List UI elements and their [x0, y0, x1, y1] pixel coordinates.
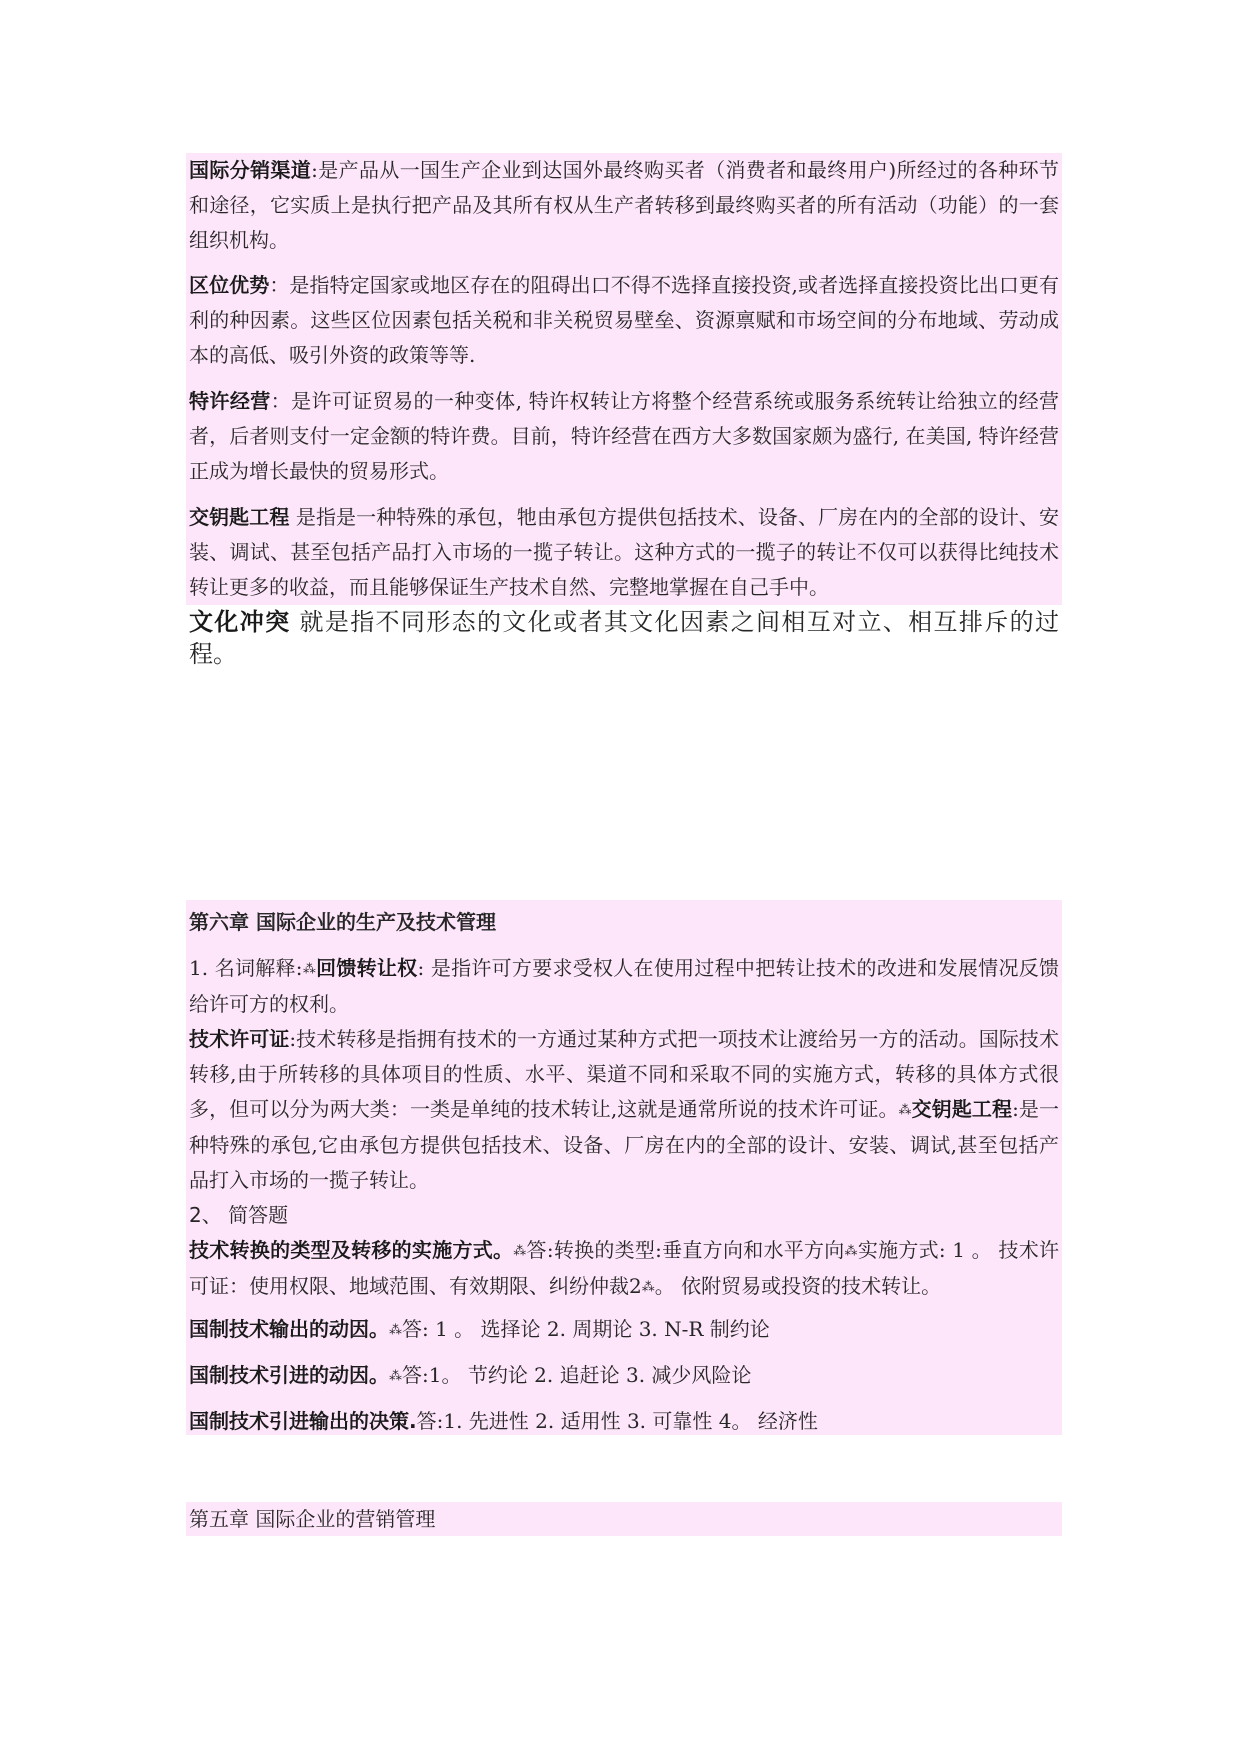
term-export-motive: 国制技术输出的动因。: [189, 1317, 389, 1341]
definition-text: 是指是一种特殊的承包，牠由承包方提供包括技术、设备、厂房在内的全部的设计、安装、调试、甚至包括产品打入市场的一揽子转让。这种方式的一揽子的转让不仅可以获得比纯技术转让更多的收益，而且能够保证生产技术自然、完整地掌握在自己手中。: [189, 505, 1060, 599]
definition-text: :技术转移是指拥有技术的一方通过某种方式把一项技术让渡给另一方的活动。国际技术转移,由于所转移的具体项目的性质、水平、渠道不同和采取不同的实施方式，转移的具体方式很多，但可以分为两大类：一类是单纯的技术转让,这就是通常所说的技术许可证。: [189, 1027, 1060, 1121]
term-turnkey: 交钥匙工程: [189, 505, 290, 529]
definition-text: :是一种特殊的承包,它由承包方提供包括技术、设备、厂房在内的全部的设计、安装、调试,甚至包括产品打入市场的一揽子转让。: [189, 1097, 1060, 1192]
definition-text: :是产品从一国生产企业到达国外最终购买者（消费者和最终用户)所经过的各种环节和途径，它实质上是执行把产品及其所有权从生产者转移到最终购买者的所有活动（功能）的一套组织机构。: [189, 158, 1059, 252]
para-feedback-right: [189, 951, 1059, 1022]
answer-export-motive: [189, 1312, 1059, 1348]
short-answer-title: 2、 简答题: [189, 1203, 289, 1227]
bullet-mark-icon: ⁂: [513, 1244, 527, 1259]
answer-text: 实施方式: 1 。 技术许可证：使用权限、地域范围、有效期限、纠纷仲裁2: [189, 1238, 1060, 1298]
question-prefix: 1. 名词解释:: [189, 956, 303, 980]
para-culture-conflict: [189, 606, 1059, 670]
para-location-advantage: [189, 268, 1059, 373]
term-culture-conflict: 文化冲突: [189, 608, 291, 636]
answer-import-motive: [189, 1358, 1059, 1394]
bullet-mark-icon: ⁂: [844, 1244, 858, 1259]
definition-text: 就是指不同形态的文化或者其文化因素之间相互对立、相互排斥的过程。: [189, 608, 1060, 668]
para-franchising: [189, 384, 1059, 489]
chapter-six-block: [186, 900, 1062, 1435]
definition-text: : 是指许可方要求受权人在使用过程中把转让技术的改进和发展情况反馈给许可方的权利。: [189, 956, 1060, 1016]
chapter-six-title: 第六章 国际企业的生产及技术管理: [189, 910, 496, 934]
term-turnkey-2: 交钥匙工程: [911, 1097, 1013, 1121]
chapter-five-title: 第五章 国际企业的营销管理: [189, 1507, 436, 1531]
term-franchising: 特许经营: [189, 389, 271, 413]
answer-decision: [189, 1404, 1059, 1439]
para-distribution-channel: [189, 153, 1059, 258]
bullet-mark-icon: ⁂: [898, 1103, 912, 1118]
answer-text: 答:1. 先进性 2. 适用性 3. 可靠性 4。 经济性: [416, 1409, 818, 1433]
term-tech-transfer-types: 技术转换的类型及转移的实施方式。: [189, 1238, 514, 1262]
bullet-mark-icon: ⁂: [389, 1369, 402, 1384]
bullet-mark-icon: ⁂: [302, 962, 317, 977]
definitions-block: [186, 153, 1062, 605]
definition-text: ：是指特定国家或地区存在的阻碍出口不得不选择直接投资,或者选择直接投资比出口更有利的种因素。这些区位因素包括关税和非关税贸易壁垒、资源禀赋和市场空间的分布地域、劳动成本的高低、吸引外资的政策等等.: [189, 273, 1060, 367]
bullet-mark-icon: ⁂: [641, 1280, 655, 1295]
term-distribution-channel: 国际分销渠道: [189, 158, 312, 182]
term-tech-license: 技术许可证: [189, 1027, 290, 1051]
bullet-mark-icon: ⁂: [389, 1323, 402, 1338]
answer-text: 答:1。 节约论 2. 追赶论 3. 减少风险论: [402, 1363, 752, 1387]
answer-tech-transfer: [189, 1233, 1059, 1305]
chapter-five-block: [186, 1502, 1062, 1536]
term-feedback-right: 回馈转让权: [316, 956, 418, 980]
term-import-motive: 国制技术引进的动因。: [189, 1363, 389, 1387]
answer-text: 答:转换的类型:垂直方向和水平方向: [526, 1238, 845, 1262]
definition-text: ：是许可证贸易的一种变体, 特许权转让方将整个经营系统或服务系统转让给独立的经营者，后者则支付一定金额的特许费。目前，特许经营在西方大多数国家颇为盛行, 在美国, 特许经营正成为增长最快的贸易形式。: [189, 389, 1060, 483]
term-location-advantage: 区位优势: [189, 273, 270, 297]
para-turnkey: [189, 500, 1059, 605]
culture-conflict-block: [189, 606, 1059, 670]
para-tech-license: [189, 1022, 1059, 1198]
term-decision: 国制技术引进输出的决策.: [189, 1409, 417, 1433]
answer-text: 答: 1 。 选择论 2. 周期论 3. N-R 制约论: [402, 1317, 770, 1341]
answer-text: 。 依附贸易或投资的技术转让。: [654, 1274, 942, 1298]
